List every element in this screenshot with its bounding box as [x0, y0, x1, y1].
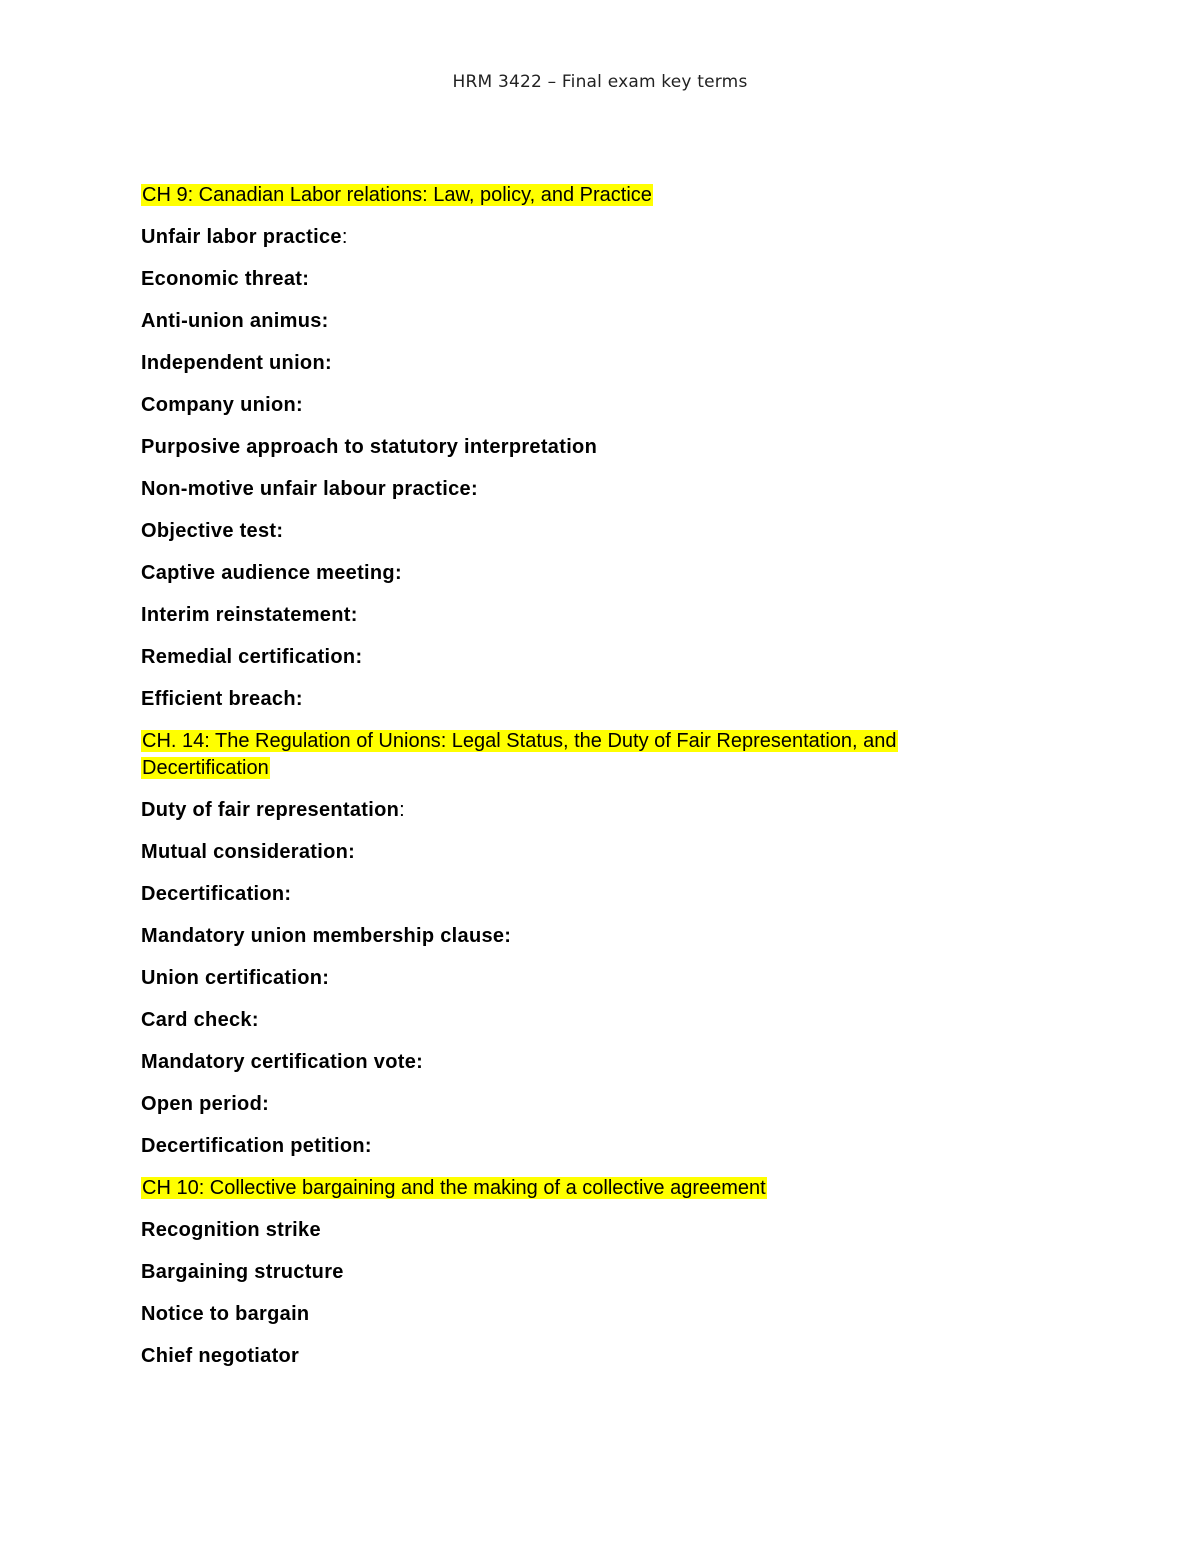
highlighted-heading-text: CH 10: Collective bargaining and the making of a collective agreement	[142, 1176, 766, 1199]
page-header: HRM 3422 – Final exam key terms	[452, 72, 748, 92]
term-suffix: :	[399, 798, 405, 821]
key-term	[141, 266, 971, 293]
key-term	[141, 434, 971, 461]
key-term	[141, 308, 971, 335]
term-label: Recognition strike	[141, 1218, 321, 1241]
key-term	[141, 839, 971, 866]
term-suffix: :	[341, 226, 348, 248]
key-term	[141, 686, 971, 713]
term-label: Purposive approach to statutory interpretation	[141, 436, 598, 458]
highlighted-heading-text: CH 9: Canadian Labor relations: Law, policy, and Practice	[142, 184, 652, 206]
term-label: Duty of fair representation	[141, 798, 400, 821]
document-body	[141, 182, 971, 1385]
term-label: Economic threat:	[141, 268, 310, 290]
chapter-heading	[141, 1175, 971, 1202]
term-label: Non-motive unfair labour practice:	[141, 478, 478, 500]
key-term	[141, 1133, 971, 1160]
key-term	[141, 923, 971, 950]
key-term	[141, 881, 971, 908]
key-term	[141, 518, 971, 545]
term-label: Chief negotiator	[141, 1344, 300, 1367]
key-term	[141, 1301, 971, 1328]
highlighted-heading-text: CH. 14: The Regulation of Unions: Legal Status, the Duty of Fair Representation, and Decertification	[142, 730, 897, 779]
term-label: Union certification:	[141, 966, 330, 989]
term-label: Decertification:	[141, 882, 292, 905]
key-term	[141, 644, 971, 671]
key-term	[141, 1007, 971, 1034]
term-label: Objective test:	[141, 520, 284, 542]
term-label: Mutual consideration:	[141, 840, 356, 863]
chapter-heading	[141, 728, 971, 781]
key-term	[141, 224, 971, 251]
key-term	[141, 602, 971, 629]
key-term	[141, 1049, 971, 1076]
key-term	[141, 965, 971, 992]
key-term	[141, 560, 971, 587]
term-label: Remedial certification:	[141, 646, 363, 668]
term-label: Card check:	[141, 1008, 259, 1031]
key-term	[141, 392, 971, 419]
term-label: Bargaining structure	[141, 1260, 344, 1283]
key-term	[141, 1217, 971, 1244]
term-label: Decertification petition:	[141, 1134, 372, 1157]
term-label: Efficient breach:	[141, 688, 303, 710]
term-label: Anti-union animus:	[141, 310, 329, 332]
term-label: Open period:	[141, 1092, 270, 1115]
key-term	[141, 476, 971, 503]
term-label: Mandatory union membership clause:	[141, 924, 512, 947]
term-label: Independent union:	[141, 352, 332, 374]
key-term	[141, 1259, 971, 1286]
term-label: Interim reinstatement:	[141, 604, 358, 626]
key-term	[141, 1091, 971, 1118]
term-label: Unfair labor practice	[141, 226, 342, 248]
term-label: Company union:	[141, 394, 303, 416]
key-term	[141, 350, 971, 377]
term-label: Notice to bargain	[141, 1302, 310, 1325]
key-term	[141, 1343, 971, 1370]
key-term	[141, 797, 971, 824]
chapter-heading	[141, 182, 971, 209]
term-label: Mandatory certification vote:	[141, 1050, 424, 1073]
term-label: Captive audience meeting:	[141, 562, 402, 584]
